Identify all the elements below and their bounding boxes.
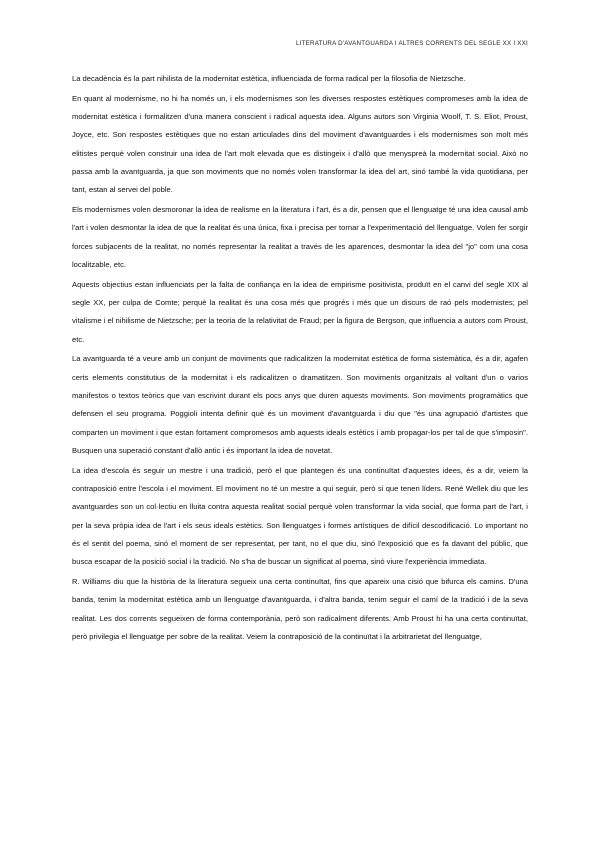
- paragraph-objectives: Aquests objectius estan influenciats per la falta de confiança en la idea de empirisme positivista, produït en el canvi del segle XIX al segle XX, per culpa de Comte; perquè la realitat és una cosa més que progrés i més que un discurs de raó pels modernistes; pel vitalisme i el nihilisme de Nietzsche; per la teoria de la relativitat de Fraud; per la figura de Bergson, que influencia a autors com Proust, etc.: [72, 279, 528, 344]
- body-text: [72, 70, 528, 648]
- paragraph-school-vs-movement: La idea d'escola és seguir un mestre i una tradició, però el que plantegen és una continuïtat d'aquestes idees, és a dir, veiem la contraposició entre l'escola i el moviment. El moviment no té un mestre a qui seguir, però si que tenen líders. René Wellek diu que les avantguardes son un col·lectiu en lluita contra aquesta realitat social perquè volen transformar la vida social, que forma part de l'art, i per la seva pròpia idea de l'art i els seus ideals estètics. Son llenguatges i formes artístiques de difícil descodificació. Lo important no és el sentit del poema, sinó el moment de ser representat, per tant, no el que diu, sinó l'exposició que es fa davant del públic, que busca escapar de la posició social i la tradició. No s'ha de buscar un significat al poema, sinó viure l'experiència immediata.: [72, 465, 528, 567]
- paragraph-avantguarda: La avantguarda té a veure amb un conjunt de moviments que radicalitzen la modernitat estètica de forma sistemàtica, és a dir, agafen certs elements constitutius de la modernitat i els radicalitzen o dramatitzen. Son moviments organitzats al voltant d'un o varios manifestos o textos teòrics que van escrivint durant els pocs anys que duren aquests moviments. Son moviments programàtics que defensen el seu programa. Poggioli intenta definir què és un moviment d'avantguarda i diu que "és una agrupació d'artistes que comparten un moviment i que estan fortament compromesos amb aquests ideals estètics i amb propagar-los per tal de que s'imposin". Busquen una superació constant d'allò antic i és important la idea de novetat.: [72, 354, 528, 455]
- running-header: LITERATURA D'AVANTGUARDA I ALTRES CORRENTS DEL SEGLE XX I XXI: [295, 40, 528, 47]
- paragraph-williams: R. Williams diu que la història de la literatura segueix una certa continuïtat, fins que apareix una cisió que bifurca els camins. D'una banda, tenim la modernitat estètica amb un llenguatge d'avantguarda, i d'altra banda, tenim seguir el camí de la tradició i de la seva realitat. Les dos corrents segueixen de forma contemporània, però son radicalment diferents. Amb Proust hi ha una certa continuïtat, però privilegia el llenguatge per sobre de la realitat. Veiem la contraposició de la continuïtat i la arbitrarietat del llenguatge,: [72, 577, 528, 641]
- paragraph-realism: Els modernismes volen desmoronar la idea de realisme en la literatura i l'art, és a dir, pensen que el llenguatge té una idea causal amb l'art i volen desmontar la idea de que la realitat és una única, fixa i precisa per tornar a l'experimentació del llenguatge. Volen fer sorgir forces subjacents de la realitat, no només representar la realitat a través de les aparences, desmontar la idea del "jo" com una cosa localitzable, etc.: [72, 205, 528, 269]
- paragraph-decadence: La decadència és la part nihilista de la modernitat estètica, influenciada de forma radical per la filosofia de Nietzsche.: [72, 74, 466, 83]
- paragraph-modernism: En quant al modernisme, no hi ha només un, i els modernismes son les diverses respostes estètiques compromeses amb la idea de modernitat estètica i formalitzen d'una manera conscient i radical aquesta idea. Alguns autors son Virginia Woolf, T. S. Eliot, Proust, Joyce, etc. Son respostes estètiques que no estan articulades dins del moviment d'avantguardes i els modernismes son molt més elitistes perquè volen construir una idea de l'art molt elevada que es distingeix i d'allò que menyspreà la modernitat social. Això no passa amb la avantguarda, ja que son moviments que no només volen transformar la idea del art, sinó també la vida quotidiana, per tant, estan al servei del poble.: [72, 93, 528, 195]
